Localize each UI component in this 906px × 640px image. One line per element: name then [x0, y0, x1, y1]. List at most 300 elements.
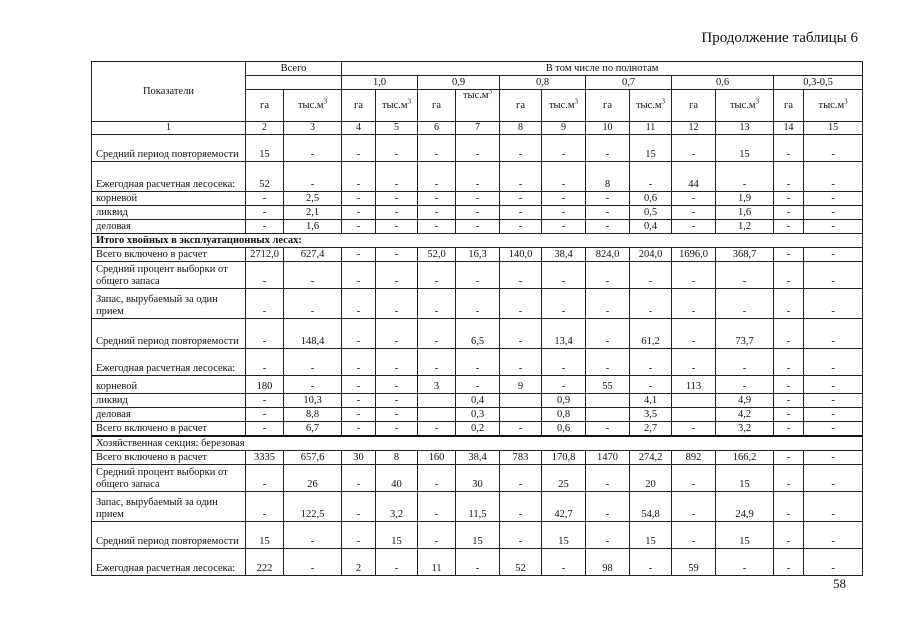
header-unit-thous: [376, 90, 418, 122]
table-cell: 8: [376, 451, 418, 465]
table-cell: -: [342, 319, 376, 349]
table-cell: -: [804, 422, 863, 437]
table-cell: 3: [418, 376, 456, 394]
table-cell: 0,8: [542, 408, 586, 422]
table-cell: -: [672, 135, 716, 162]
table-cell: [586, 394, 630, 408]
table-cell: -: [716, 349, 774, 376]
table-cell: 170,8: [542, 451, 586, 465]
table-cell: -: [500, 289, 542, 319]
table-cell: -: [774, 248, 804, 262]
table-cell: -: [418, 349, 456, 376]
table-cell: 1470: [586, 451, 630, 465]
table-cell: -: [542, 135, 586, 162]
row-label: Средний период повторяемости: [92, 522, 246, 549]
table-cell: 15: [246, 135, 284, 162]
table-cell: 160: [418, 451, 456, 465]
table-cell: -: [774, 220, 804, 234]
table-cell: -: [716, 162, 774, 192]
table-cell: -: [774, 289, 804, 319]
table-cell: 15: [376, 522, 418, 549]
table-cell: -: [418, 465, 456, 492]
row-label: Средний процент выборки от общего запаса: [92, 262, 246, 289]
row-label: Ежегодная расчетная лесосека:: [92, 549, 246, 576]
table-cell: 52,0: [418, 248, 456, 262]
table-row: [92, 408, 863, 422]
table-cell: -: [774, 349, 804, 376]
table-cell: -: [586, 192, 630, 206]
row-label: Всего включено в расчет: [92, 451, 246, 465]
table-cell: -: [672, 220, 716, 234]
column-number: 2: [246, 122, 284, 135]
row-label: Средний процент выборки от общего запаса: [92, 465, 246, 492]
table-cell: -: [804, 349, 863, 376]
table-cell: -: [418, 289, 456, 319]
header-unit-thous-text: тыс.м: [381, 99, 408, 111]
table-cell: -: [376, 289, 418, 319]
table-row: [92, 492, 863, 522]
table-cell: -: [774, 522, 804, 549]
table-cell: -: [804, 192, 863, 206]
table-cell: -: [774, 262, 804, 289]
header-unit-sup: 3: [844, 97, 848, 105]
table-cell: -: [542, 192, 586, 206]
table-cell: 15: [716, 465, 774, 492]
table-cell: 8: [586, 162, 630, 192]
table-row: [92, 162, 863, 192]
table-cell: -: [774, 408, 804, 422]
table-cell: -: [804, 549, 863, 576]
table-cell: -: [542, 206, 586, 220]
table-cell: 2: [342, 549, 376, 576]
table-cell: -: [456, 289, 500, 319]
table-cell: -: [774, 192, 804, 206]
table-cell: 40: [376, 465, 418, 492]
table-cell: -: [716, 262, 774, 289]
table-cell: -: [418, 319, 456, 349]
header-unit-sup: 3: [488, 89, 493, 96]
table-cell: -: [500, 162, 542, 192]
table-cell: -: [342, 408, 376, 422]
table-cell: -: [418, 220, 456, 234]
header-unit-thous: [716, 90, 774, 122]
table-row: [92, 248, 863, 262]
table-cell: -: [456, 220, 500, 234]
row-label: деловая: [92, 220, 246, 234]
column-number: 10: [586, 122, 630, 135]
table-cell: 204,0: [630, 248, 672, 262]
header-unit-thous-text: тыс.м: [548, 99, 575, 111]
column-number: 4: [342, 122, 376, 135]
header-unit-thous: [284, 90, 342, 122]
header-unit-sup: 3: [755, 97, 760, 105]
table-row: [92, 206, 863, 220]
table-cell: -: [586, 465, 630, 492]
row-label: Всего включено в расчет: [92, 422, 246, 437]
table-cell: -: [376, 262, 418, 289]
table-cell: -: [418, 262, 456, 289]
header-unit-sup: 3: [407, 97, 412, 105]
table-cell: -: [672, 349, 716, 376]
table-cell: 2,5: [284, 192, 342, 206]
row-label: деловая: [92, 408, 246, 422]
header-total: Всего: [246, 62, 342, 76]
header-density: 0,6: [672, 76, 774, 90]
table-cell: -: [774, 465, 804, 492]
table-cell: -: [774, 376, 804, 394]
table-cell: 15: [456, 522, 500, 549]
table-cell: 11,5: [456, 492, 500, 522]
table-cell: -: [246, 262, 284, 289]
table-cell: -: [500, 349, 542, 376]
table-cell: -: [246, 408, 284, 422]
table-cell: -: [804, 394, 863, 408]
table-cell: -: [804, 162, 863, 192]
table-cell: 44: [672, 162, 716, 192]
table-cell: -: [672, 289, 716, 319]
table-cell: 26: [284, 465, 342, 492]
table-cell: -: [774, 492, 804, 522]
table-cell: 0,4: [630, 220, 672, 234]
table-cell: -: [342, 376, 376, 394]
row-label: Запас, вырубаемый за один прием: [92, 289, 246, 319]
column-number: 14: [774, 122, 804, 135]
section-heading: Итого хвойных в эксплуатационных лесах:: [92, 234, 863, 248]
table-cell: -: [342, 522, 376, 549]
table-cell: 15: [630, 135, 672, 162]
header-unit-thous: [804, 90, 863, 122]
table-row: [92, 436, 863, 451]
table-cell: 0,6: [542, 422, 586, 437]
table-cell: -: [342, 262, 376, 289]
column-number: 6: [418, 122, 456, 135]
table-cell: -: [342, 289, 376, 319]
table-cell: -: [500, 135, 542, 162]
table-cell: 6,5: [456, 319, 500, 349]
table-cell: 1,2: [716, 220, 774, 234]
table-cell: 0,5: [630, 206, 672, 220]
table-cell: -: [586, 319, 630, 349]
page-number: 58: [833, 576, 846, 591]
table-cell: -: [342, 394, 376, 408]
table-cell: -: [804, 465, 863, 492]
header-unit-thous: [456, 90, 500, 122]
table-cell: 1,9: [716, 192, 774, 206]
header-unit-thous-text: тыс.м: [297, 99, 324, 111]
table-cell: -: [586, 262, 630, 289]
header-unit-ha: га: [500, 90, 542, 122]
table-cell: -: [774, 451, 804, 465]
table-cell: -: [342, 248, 376, 262]
row-label: ликвид: [92, 394, 246, 408]
header-unit-ha: га: [246, 90, 284, 122]
row-label: Средний период повторяемости: [92, 135, 246, 162]
table-cell: -: [500, 522, 542, 549]
table-cell: -: [418, 492, 456, 522]
table-cell: -: [376, 248, 418, 262]
table-cell: -: [804, 319, 863, 349]
table-cell: -: [500, 220, 542, 234]
table-cell: -: [804, 248, 863, 262]
table-cell: -: [500, 465, 542, 492]
table-cell: -: [376, 549, 418, 576]
table-row: [92, 289, 863, 319]
table-cell: -: [284, 522, 342, 549]
table-cell: -: [246, 394, 284, 408]
header-unit-ha: га: [774, 90, 804, 122]
table-cell: -: [586, 492, 630, 522]
table-cell: -: [376, 192, 418, 206]
table-cell: 52: [246, 162, 284, 192]
column-number: 7: [456, 122, 500, 135]
table-cell: -: [342, 492, 376, 522]
column-number: 9: [542, 122, 586, 135]
table-cell: 1,6: [716, 206, 774, 220]
table-cell: -: [672, 262, 716, 289]
table-cell: -: [342, 220, 376, 234]
table-cell: -: [456, 192, 500, 206]
table-cell: -: [456, 262, 500, 289]
header-unit-thous-text: тыс.м: [818, 99, 845, 111]
table-cell: -: [284, 349, 342, 376]
table-cell: -: [672, 492, 716, 522]
table-cell: 166,2: [716, 451, 774, 465]
table-cell: -: [630, 349, 672, 376]
header-density: 0,7: [586, 76, 672, 90]
table-cell: -: [630, 376, 672, 394]
table-cell: 15: [246, 522, 284, 549]
table-cell: -: [542, 376, 586, 394]
table-cell: -: [376, 422, 418, 437]
header-density: 0,8: [500, 76, 586, 90]
table-cell: -: [774, 422, 804, 437]
table-row: [92, 262, 863, 289]
table-cell: -: [246, 220, 284, 234]
table-cell: 1696,0: [672, 248, 716, 262]
table-cell: -: [342, 135, 376, 162]
table-cell: -: [804, 262, 863, 289]
table-cell: 15: [716, 522, 774, 549]
table-cell: [672, 408, 716, 422]
table-cell: 274,2: [630, 451, 672, 465]
table-row: [92, 234, 863, 248]
header-total-blank: [246, 76, 342, 90]
table-cell: 59: [672, 549, 716, 576]
table-cell: -: [804, 451, 863, 465]
table-cell: 4,2: [716, 408, 774, 422]
table-cell: -: [804, 408, 863, 422]
table-cell: -: [246, 492, 284, 522]
table-cell: 222: [246, 549, 284, 576]
table-cell: 0,9: [542, 394, 586, 408]
table-cell: 140,0: [500, 248, 542, 262]
table-cell: -: [804, 289, 863, 319]
table-cell: [500, 394, 542, 408]
table-cell: -: [418, 135, 456, 162]
table-cell: 38,4: [542, 248, 586, 262]
table-cell: -: [342, 465, 376, 492]
table-cell: 10,3: [284, 394, 342, 408]
table-cell: 368,7: [716, 248, 774, 262]
table-cell: -: [376, 349, 418, 376]
table-cell: -: [342, 349, 376, 376]
table-cell: -: [804, 135, 863, 162]
table-cell: [586, 408, 630, 422]
table-cell: 0,2: [456, 422, 500, 437]
table-cell: -: [284, 289, 342, 319]
table-cell: -: [284, 262, 342, 289]
header-unit-thous: [630, 90, 672, 122]
table-row: [92, 135, 863, 162]
table-cell: -: [672, 422, 716, 437]
table-cell: -: [500, 492, 542, 522]
table-cell: -: [376, 394, 418, 408]
table-cell: -: [376, 376, 418, 394]
table-cell: -: [774, 394, 804, 408]
table-cell: -: [630, 549, 672, 576]
table-cell: 180: [246, 376, 284, 394]
header-density: 0,3-0,5: [774, 76, 863, 90]
table-cell: -: [246, 465, 284, 492]
table-cell: -: [246, 422, 284, 437]
header-unit-ha: га: [672, 90, 716, 122]
table-cell: 2,1: [284, 206, 342, 220]
table-cell: 11: [418, 549, 456, 576]
table-cell: 24,9: [716, 492, 774, 522]
table-caption: Продолжение таблицы 6: [701, 30, 858, 46]
header-unit-thous: [542, 90, 586, 122]
header-in-number: В том числе по полнотам: [342, 62, 863, 76]
header-unit-ha: га: [418, 90, 456, 122]
table-cell: -: [586, 289, 630, 319]
table-cell: 73,7: [716, 319, 774, 349]
table-cell: 122,5: [284, 492, 342, 522]
table-cell: 61,2: [630, 319, 672, 349]
forest-data-table: [91, 61, 863, 576]
table-row: [92, 394, 863, 408]
table-cell: -: [804, 220, 863, 234]
table-cell: -: [376, 206, 418, 220]
table-cell: -: [672, 206, 716, 220]
table-row: [92, 220, 863, 234]
table-cell: -: [774, 206, 804, 220]
table-cell: -: [500, 262, 542, 289]
row-label: Ежегодная расчетная лесосека:: [92, 162, 246, 192]
table-row: [92, 422, 863, 437]
table-cell: -: [342, 162, 376, 192]
table-cell: -: [246, 206, 284, 220]
column-number: 15: [804, 122, 863, 135]
table-cell: -: [586, 349, 630, 376]
column-number: 5: [376, 122, 418, 135]
row-label: ликвид: [92, 206, 246, 220]
table-cell: -: [774, 135, 804, 162]
table-cell: 2712,0: [246, 248, 284, 262]
table-cell: -: [804, 376, 863, 394]
table-cell: -: [586, 206, 630, 220]
table-cell: -: [542, 289, 586, 319]
table-cell: -: [804, 492, 863, 522]
row-label: Всего включено в расчет: [92, 248, 246, 262]
table-cell: -: [774, 319, 804, 349]
table-cell: -: [456, 162, 500, 192]
table-cell: -: [774, 162, 804, 192]
table-cell: 3335: [246, 451, 284, 465]
header-unit-ha: га: [586, 90, 630, 122]
table-cell: -: [376, 319, 418, 349]
table-cell: [418, 408, 456, 422]
table-cell: 0,6: [630, 192, 672, 206]
table-cell: 657,6: [284, 451, 342, 465]
header-unit-thous-text: тыс.м: [635, 99, 662, 111]
table-cell: 3,2: [376, 492, 418, 522]
table-cell: 783: [500, 451, 542, 465]
table-cell: -: [376, 220, 418, 234]
table-cell: 30: [342, 451, 376, 465]
table-cell: -: [716, 289, 774, 319]
table-cell: -: [456, 549, 500, 576]
table-cell: -: [586, 135, 630, 162]
row-label: корневой: [92, 376, 246, 394]
table-cell: 892: [672, 451, 716, 465]
table-cell: 4,1: [630, 394, 672, 408]
table-cell: -: [418, 162, 456, 192]
table-cell: -: [672, 192, 716, 206]
table-cell: -: [376, 162, 418, 192]
table-cell: -: [342, 422, 376, 437]
table-row: [92, 349, 863, 376]
table-row: [92, 549, 863, 576]
table-cell: 55: [586, 376, 630, 394]
table-row: [92, 465, 863, 492]
table-cell: -: [672, 522, 716, 549]
header-unit-sup: 3: [323, 97, 328, 105]
table-cell: 2,7: [630, 422, 672, 437]
column-number: 13: [716, 122, 774, 135]
table-cell: 15: [542, 522, 586, 549]
table-row: [92, 376, 863, 394]
row-label: корневой: [92, 192, 246, 206]
table-cell: [672, 394, 716, 408]
table-cell: -: [418, 206, 456, 220]
table-cell: -: [284, 162, 342, 192]
table-cell: 0,4: [456, 394, 500, 408]
table-cell: 148,4: [284, 319, 342, 349]
table-cell: 824,0: [586, 248, 630, 262]
table-cell: -: [586, 422, 630, 437]
table-cell: -: [500, 192, 542, 206]
table-cell: 54,8: [630, 492, 672, 522]
table-cell: 42,7: [542, 492, 586, 522]
table-cell: -: [586, 522, 630, 549]
section-heading: Хозяйственная секция: березовая: [92, 436, 863, 451]
table-cell: 20: [630, 465, 672, 492]
column-number: 11: [630, 122, 672, 135]
table-cell: 98: [586, 549, 630, 576]
table-row: [92, 522, 863, 549]
table-cell: -: [418, 422, 456, 437]
table-cell: 15: [630, 522, 672, 549]
table-cell: -: [456, 135, 500, 162]
table-cell: -: [284, 376, 342, 394]
table-cell: -: [774, 549, 804, 576]
table-cell: -: [246, 349, 284, 376]
table-cell: -: [456, 376, 500, 394]
table-cell: 0,3: [456, 408, 500, 422]
table-cell: 15: [716, 135, 774, 162]
row-label: Запас, вырубаемый за один прием: [92, 492, 246, 522]
table-cell: 6,7: [284, 422, 342, 437]
